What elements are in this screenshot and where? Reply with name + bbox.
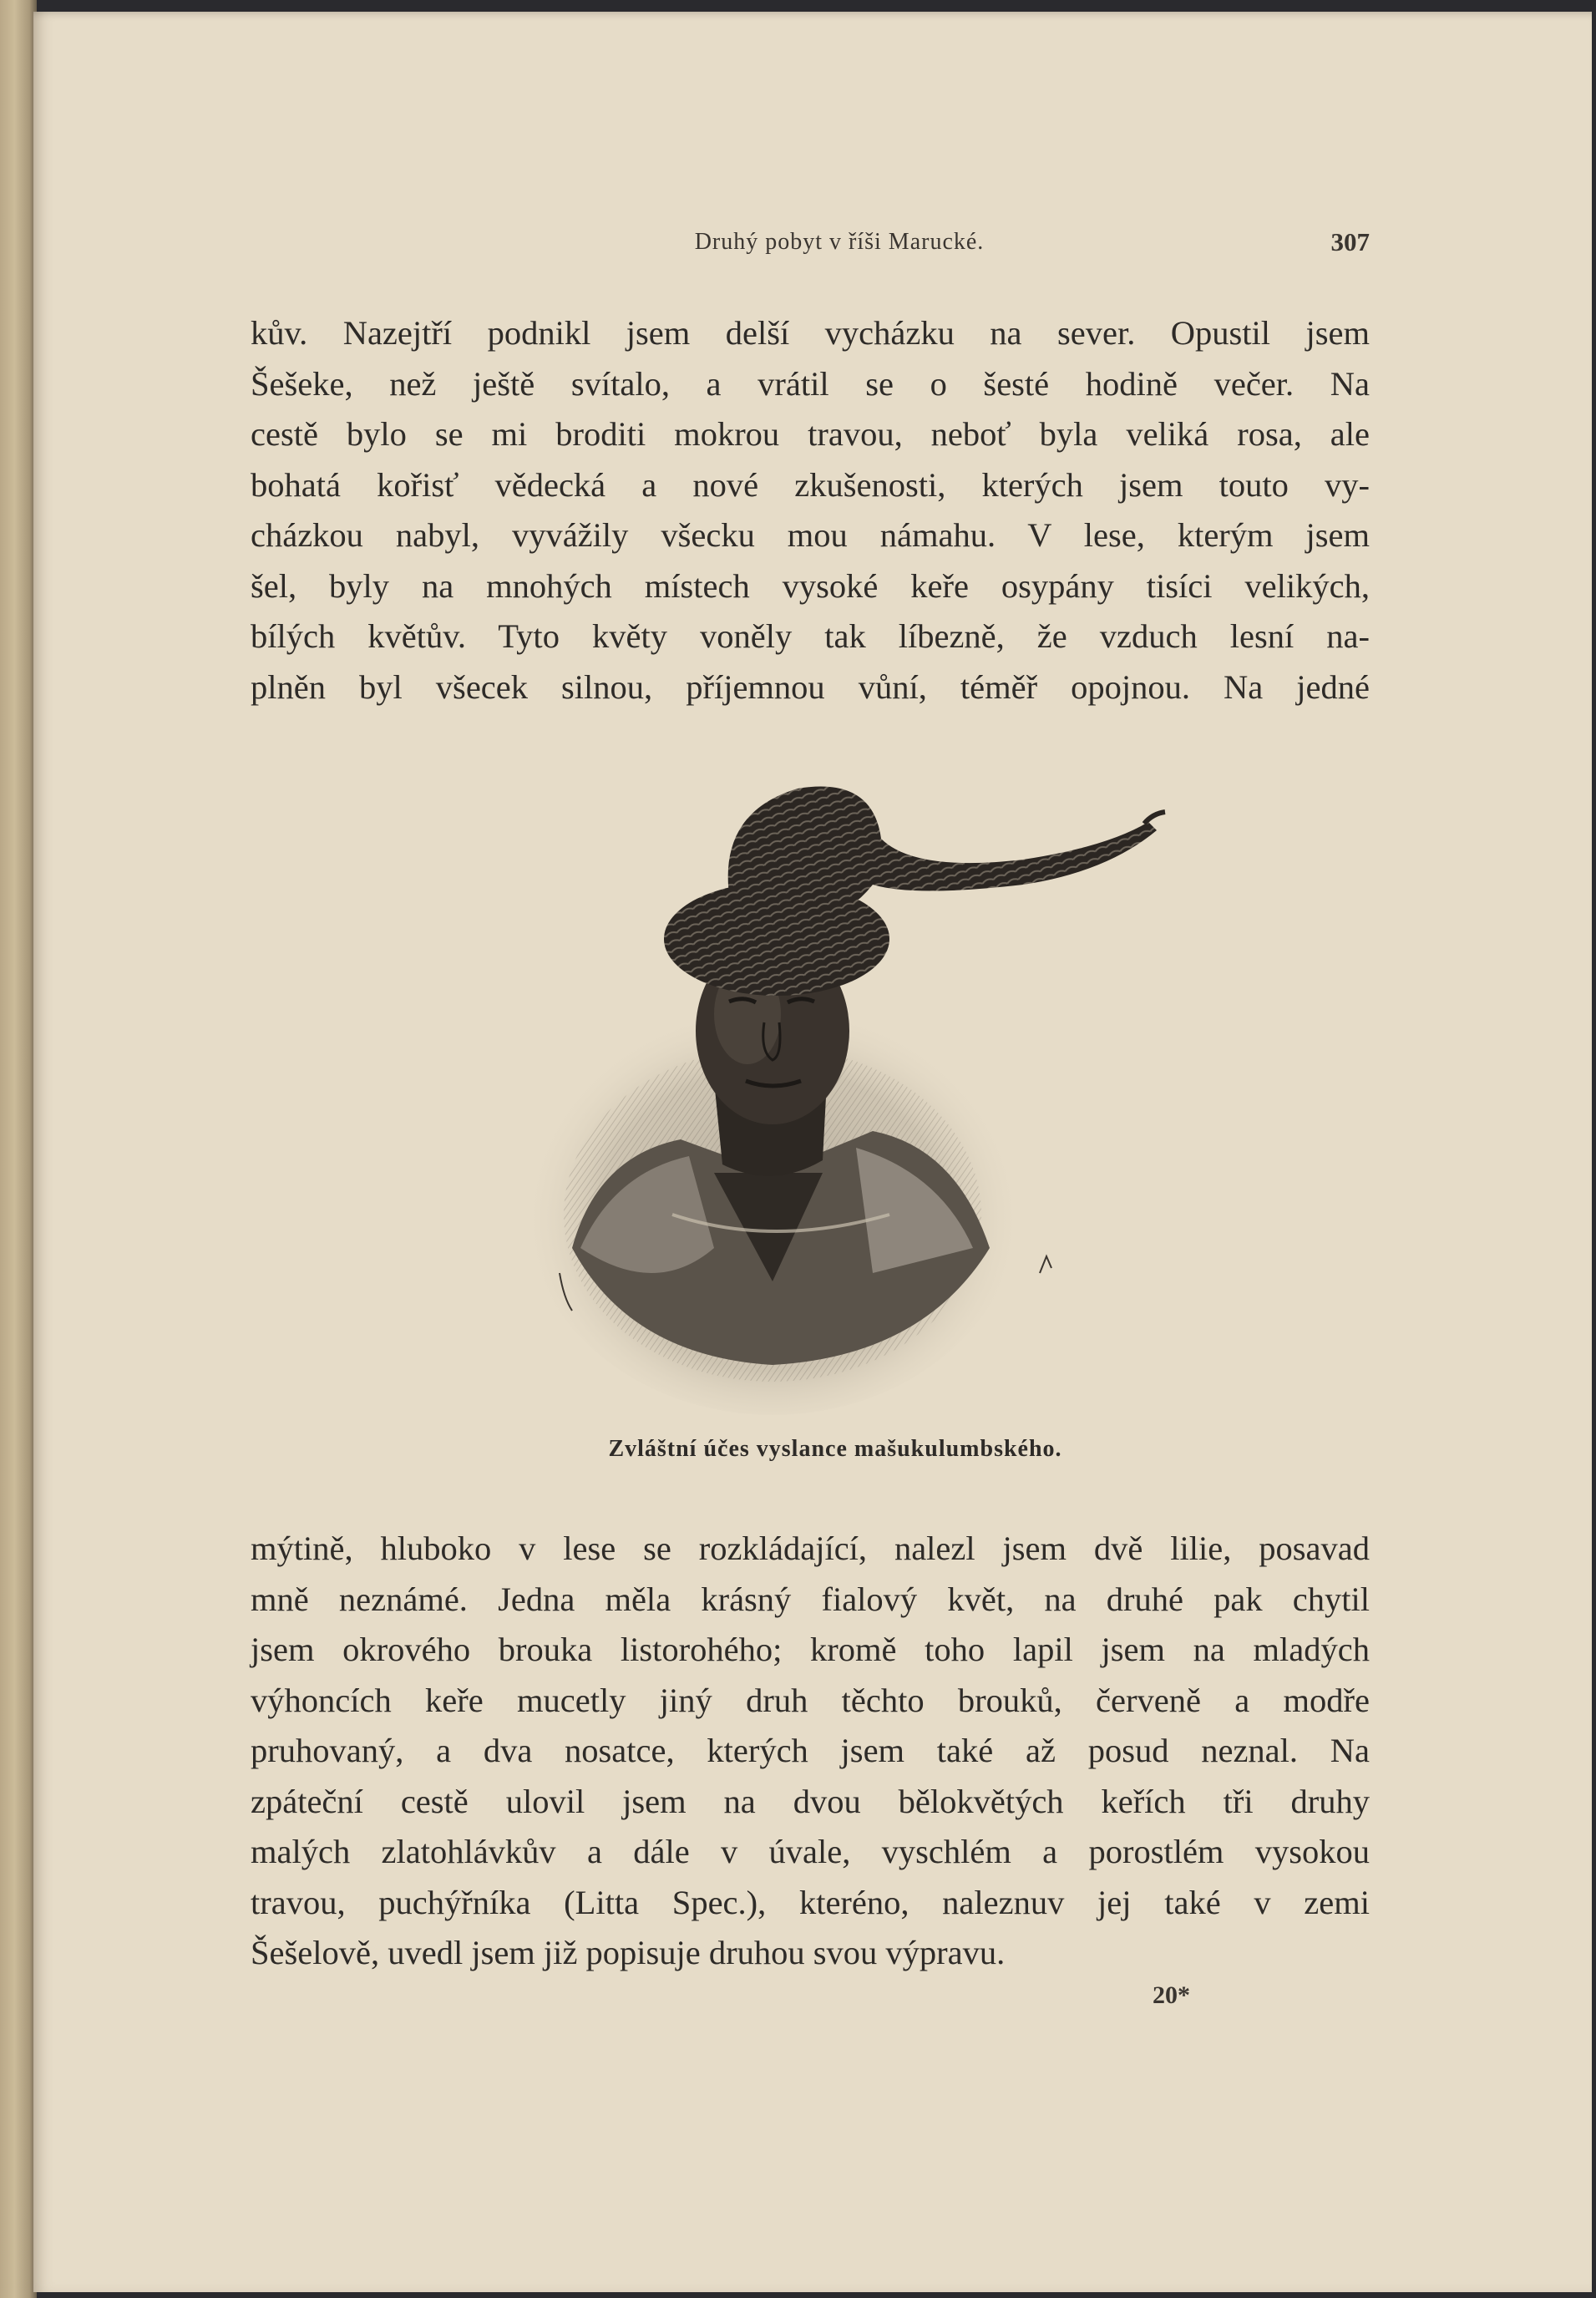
text-line: mýtině, hluboko v lese se rozkládající, nalezl jsem dvě lilie, posavad bbox=[251, 1529, 1370, 1567]
book-page bbox=[33, 12, 1592, 2292]
text-line: mně neznámé. Jedna měla krásný fialový květ, na druhé pak chytil bbox=[251, 1580, 1370, 1618]
text-line: cházkou nabyl, vyvážily všecku mou námahu. V lese, kterým jsem bbox=[251, 516, 1370, 554]
text-line: zpáteční cestě ulovil jsem na dvou bělokvětých keřích tři druhy bbox=[251, 1782, 1370, 1820]
text-line: malých zlatohlávkův a dále v úvale, vyschlém a porostlém vysokou bbox=[251, 1833, 1370, 1870]
text-line: travou, puchýřníka (Litta Spec.), kteréno, naleznuv jej také v zemi bbox=[251, 1883, 1370, 1921]
text-line: jsem okrového brouka listorohého; kromě toho lapil jsem na mladých bbox=[251, 1631, 1370, 1668]
text-line: plněn byl všecek silnou, příjemnou vůní, téměř opojnou. Na jedné bbox=[251, 667, 1370, 706]
portrait-illustration bbox=[522, 780, 1307, 1415]
page-number: 307 bbox=[1330, 227, 1370, 256]
text-line: pruhovaný, a dva nosatce, kterých jsem také až posud neznal. Na bbox=[251, 1732, 1370, 1769]
text-line: Šešelově, uvedl jsem již popisuje druhou svou výpravu. bbox=[251, 1934, 1006, 1971]
illustration-caption: Zvláštní účes vyslance mašukulumbského. bbox=[608, 1436, 1062, 1462]
book-spine-edge bbox=[0, 0, 37, 2298]
text-line: bílých květův. Tyto květy voněly tak líbezně, že vzduch lesní na- bbox=[251, 617, 1370, 655]
paragraph-bottom bbox=[251, 1524, 1370, 1979]
page-header bbox=[33, 221, 1592, 271]
running-title: Druhý pobyt v říši Marucké. bbox=[694, 229, 985, 255]
paragraph-top bbox=[251, 308, 1370, 713]
text-line: kův. Nazejtří podnikl jsem delší vycházku na sever. Opustil jsem bbox=[251, 314, 1370, 352]
text-line: bohatá kořisť vědecká a nové zkušenosti, kterých jsem touto vy- bbox=[251, 465, 1370, 504]
signature-mark: 20* bbox=[1153, 1981, 1190, 2009]
engraving-portrait-image bbox=[522, 780, 1307, 1415]
text-line: výhoncích keře mucetly jiný druh těchto brouků, červeně a modře bbox=[251, 1681, 1370, 1719]
text-line: cestě bylo se mi broditi mokrou travou, neboť byla veliká rosa, ale bbox=[251, 415, 1370, 453]
text-line: šel, byly na mnohých místech vysoké keře osypány tisíci velikých, bbox=[251, 566, 1370, 605]
text-line: Šešeke, než ještě svítalo, a vrátil se o šesté hodině večer. Na bbox=[251, 364, 1370, 403]
